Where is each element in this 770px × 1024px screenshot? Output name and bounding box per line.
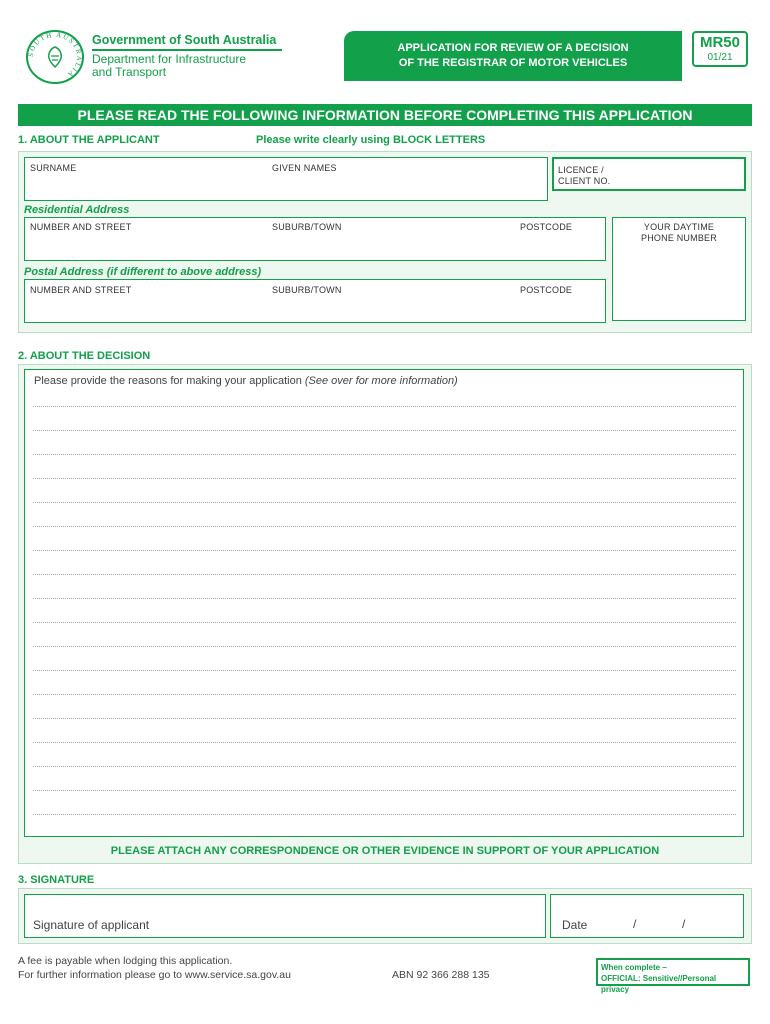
given-names-label: GIVEN NAMES [272, 163, 337, 173]
date-separator-2: / [682, 917, 686, 931]
writing-line [33, 718, 736, 719]
form-title-line-2: OF THE REGISTRAR OF MOTOR VEHICLES [398, 57, 628, 69]
postal-suburb-label: SUBURB/TOWN [272, 285, 342, 295]
writing-line [33, 550, 736, 551]
notice-bar: PLEASE READ THE FOLLOWING INFORMATION BEFORE COMPLETING THIS APPLICATION [18, 104, 752, 126]
official-line-2: OFFICIAL: Sensitive//Personal privacy [601, 974, 717, 994]
licence-label-line-1: LICENCE / [558, 165, 604, 175]
writing-line [33, 430, 736, 431]
writing-line [33, 478, 736, 479]
writing-line [33, 646, 736, 647]
security-classification-box [596, 958, 750, 994]
block-letters-instruction: Please write clearly using BLOCK LETTERS [256, 134, 486, 146]
date-label: Date [562, 918, 588, 932]
title-rule [92, 49, 282, 51]
abn-number: ABN 92 366 288 135 [392, 969, 490, 981]
reasons-note: (See over for more information) [304, 375, 458, 387]
official-line-1: When complete – [601, 963, 667, 972]
department-name [92, 53, 246, 79]
residential-suburb-label: SUBURB/TOWN [272, 222, 342, 232]
writing-line [33, 574, 736, 575]
licence-label [558, 165, 610, 187]
phone-label-line-1: YOUR DAYTIME [643, 222, 715, 232]
signature-label: Signature of applicant [33, 918, 150, 932]
department-line-2: and Transport [92, 65, 167, 79]
writing-line [33, 598, 736, 599]
section-3-heading: 3. SIGNATURE [18, 874, 95, 886]
date-separator-1: / [633, 917, 637, 931]
section-1-heading: 1. ABOUT THE APPLICANT [18, 134, 160, 146]
postal-street-label: NUMBER AND STREET [30, 285, 132, 295]
form-code-box [692, 31, 748, 67]
licence-label-line-2: CLIENT NO. [558, 176, 611, 186]
writing-line [33, 790, 736, 791]
writing-line [33, 454, 736, 455]
further-info: For further information please go to www.service.sa.gov.au [18, 969, 291, 981]
residential-street-label: NUMBER AND STREET [30, 222, 132, 232]
reasons-prompt-text: Please provide the reasons for making your application [34, 375, 302, 387]
form-title-banner [344, 31, 682, 81]
form-code: MR50 [699, 34, 740, 51]
form-title-line-1: APPLICATION FOR REVIEW OF A DECISION [397, 42, 629, 54]
postal-postcode-label: POSTCODE [520, 285, 573, 295]
residential-address-heading: Residential Address [24, 204, 130, 216]
writing-line [33, 742, 736, 743]
attach-evidence-notice: PLEASE ATTACH ANY CORRESPONDENCE OR OTHER EVIDENCE IN SUPPORT OF YOUR APPLICATION [110, 845, 660, 857]
residential-postcode-label: POSTCODE [520, 222, 573, 232]
writing-line [33, 814, 736, 815]
piping-shrike-icon [43, 44, 67, 70]
writing-line [33, 502, 736, 503]
postal-address-heading: Postal Address (if different to above address) [24, 266, 262, 278]
phone-label [612, 222, 746, 244]
department-line-1: Department for Infrastructure [92, 52, 247, 66]
surname-label: SURNAME [30, 163, 77, 173]
writing-line [33, 694, 736, 695]
writing-line [33, 406, 736, 407]
logo-lettering: SOUTH AUSTRALIA [26, 30, 84, 80]
writing-line [33, 670, 736, 671]
phone-label-line-2: PHONE NUMBER [641, 233, 717, 243]
section-2-heading: 2. ABOUT THE DECISION [18, 350, 151, 362]
government-title: Government of South Australia [92, 33, 277, 47]
fee-notice: A fee is payable when lodging this application. [18, 955, 233, 967]
reasons-prompt [34, 375, 458, 387]
writing-line [33, 766, 736, 767]
form-version: 01/21 [707, 52, 733, 63]
writing-line [33, 622, 736, 623]
writing-line [33, 526, 736, 527]
